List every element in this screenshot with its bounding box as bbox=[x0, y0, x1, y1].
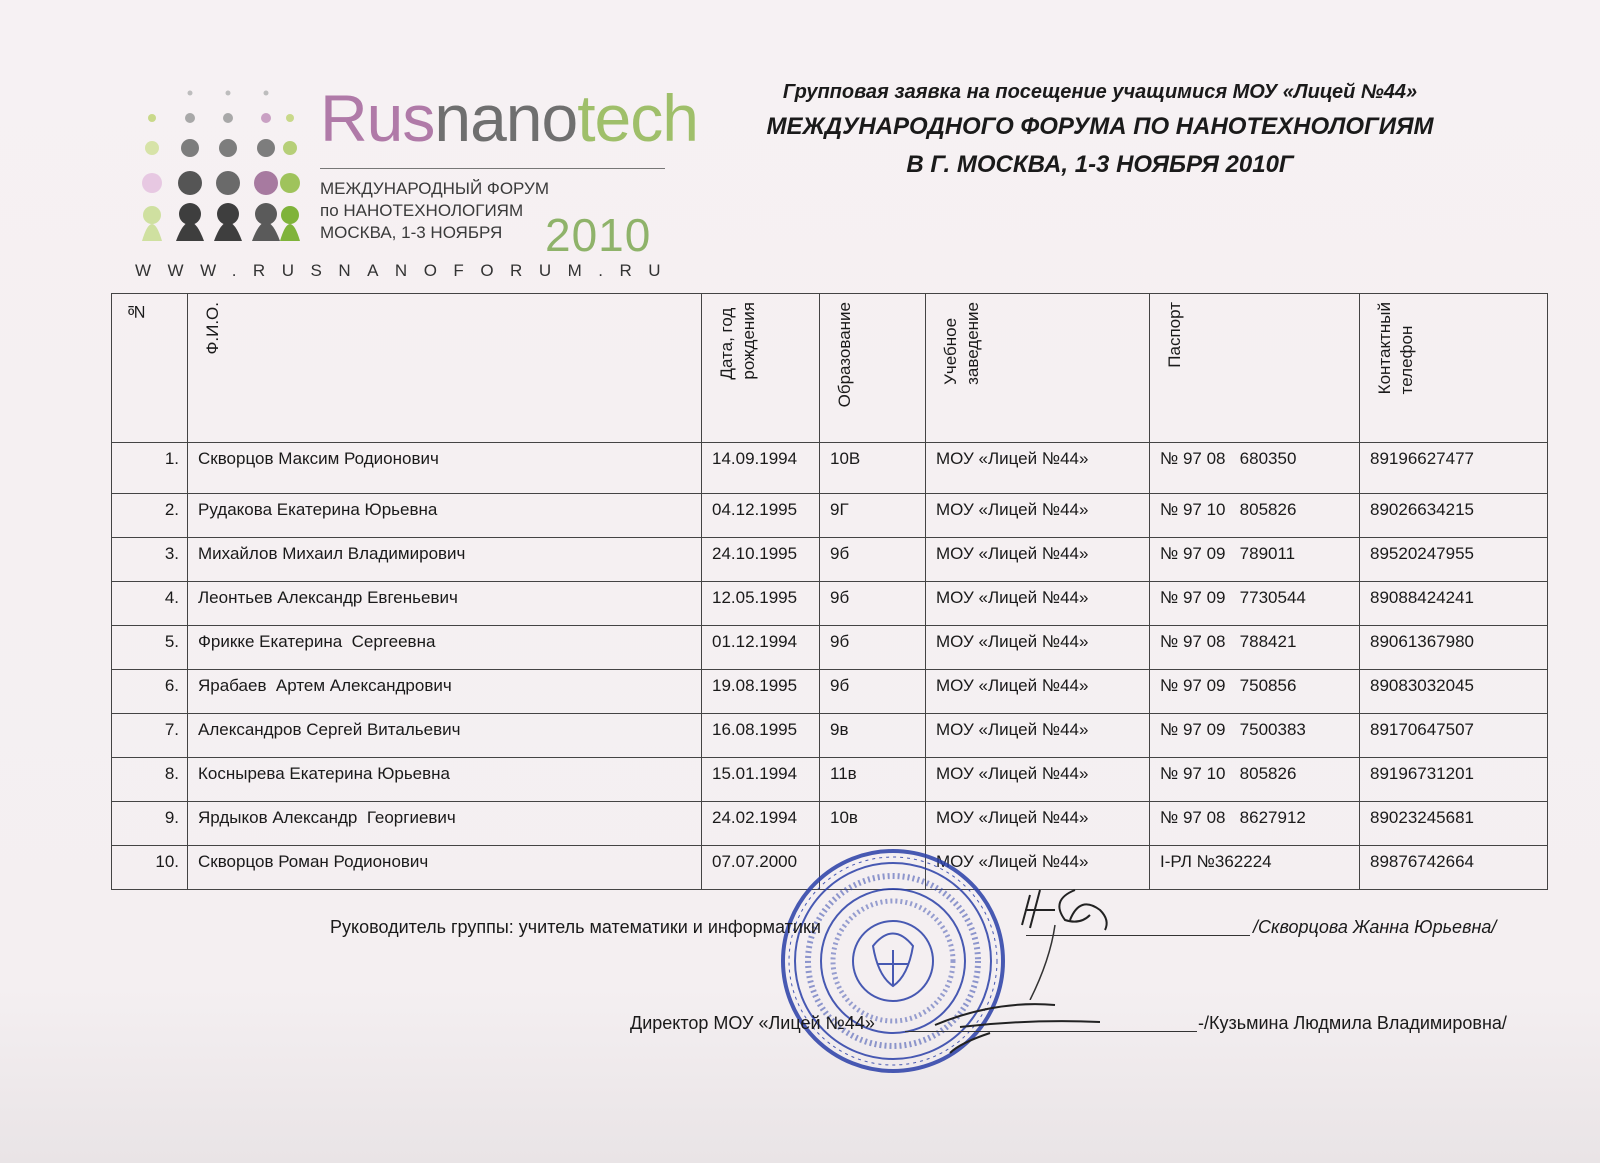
cell-birth: 16.08.1995 bbox=[702, 714, 820, 758]
cell-phone: 89196731201 bbox=[1360, 758, 1548, 802]
column-header-label: Контактный телефон bbox=[1375, 302, 1416, 395]
logo-year: 2010 bbox=[545, 209, 652, 261]
column-header-phone bbox=[1360, 294, 1548, 443]
cell-education: 9в bbox=[820, 714, 926, 758]
table-row bbox=[112, 494, 1548, 538]
cell-birth: 14.09.1994 bbox=[702, 443, 820, 494]
header-line-3: В Г. МОСКВА, 1-3 НОЯБРЯ 2010Г bbox=[906, 151, 1294, 178]
column-header-label: Паспорт bbox=[1165, 302, 1184, 368]
cell-birth: 24.10.1995 bbox=[702, 538, 820, 582]
table-row bbox=[112, 582, 1548, 626]
rusnanotech-dots-logo-icon bbox=[140, 83, 300, 243]
table-body bbox=[112, 443, 1548, 890]
cell-school: МОУ «Лицей №44» bbox=[926, 758, 1150, 802]
cell-num: 3. bbox=[112, 538, 188, 582]
cell-phone: 89520247955 bbox=[1360, 538, 1548, 582]
cell-phone: 89170647507 bbox=[1360, 714, 1548, 758]
column-header-birth bbox=[702, 294, 820, 443]
cell-phone: 89026634215 bbox=[1360, 494, 1548, 538]
cell-fio: Александров Сергей Витальевич bbox=[188, 714, 702, 758]
header-line-1: Групповая заявка на посещение учащимися МОУ «Лицей №44» bbox=[782, 81, 1418, 103]
cell-passport: № 97 08 788421 bbox=[1150, 626, 1360, 670]
document-header bbox=[700, 76, 1500, 184]
cell-passport: № 97 09 789011 bbox=[1150, 538, 1360, 582]
cell-school: МОУ «Лицей №44» bbox=[926, 670, 1150, 714]
cell-birth: 24.02.1994 bbox=[702, 802, 820, 846]
cell-education: 9б bbox=[820, 670, 926, 714]
table-row bbox=[112, 443, 1548, 494]
table-row bbox=[112, 538, 1548, 582]
rusnanotech-logo bbox=[130, 78, 698, 283]
cell-passport: № 97 09 7500383 bbox=[1150, 714, 1360, 758]
logo-subtitle-line: МЕЖДУНАРОДНЫЙ ФОРУМ bbox=[320, 179, 549, 198]
cell-school: МОУ «Лицей №44» bbox=[926, 802, 1150, 846]
header-line-2: МЕЖДУНАРОДНОГО ФОРУМА ПО НАНОТЕХНОЛОГИЯМ bbox=[766, 113, 1434, 140]
director-name: -/Кузьмина Людмила Владимировна/ bbox=[1198, 1013, 1507, 1033]
cell-num: 9. bbox=[112, 802, 188, 846]
table-header-row bbox=[112, 294, 1548, 443]
cell-birth: 15.01.1994 bbox=[702, 758, 820, 802]
cell-num: 6. bbox=[112, 670, 188, 714]
director-label: Директор МОУ «Лицей №44» bbox=[630, 1013, 875, 1033]
cell-school: МОУ «Лицей №44» bbox=[926, 538, 1150, 582]
brand-part-nano: nano bbox=[434, 81, 578, 155]
cell-education: 9б bbox=[820, 626, 926, 670]
cell-fio: Скворцов Максим Родионович bbox=[188, 443, 702, 494]
cell-phone: 89196627477 bbox=[1360, 443, 1548, 494]
cell-education: 9Г bbox=[820, 494, 926, 538]
cell-phone: 89061367980 bbox=[1360, 626, 1548, 670]
cell-school: МОУ «Лицей №44» bbox=[926, 582, 1150, 626]
cell-education: 9б bbox=[820, 582, 926, 626]
brand-wordmark bbox=[320, 80, 698, 156]
column-header-label: Ф.И.О. bbox=[203, 302, 222, 355]
column-header-passport bbox=[1150, 294, 1360, 443]
cell-passport: I-РЛ №362224 bbox=[1150, 846, 1360, 890]
brand-part-rus: Rus bbox=[320, 81, 435, 155]
brand-part-tech: tech bbox=[577, 81, 698, 155]
cell-fio: Скворцов Роман Родионович bbox=[188, 846, 702, 890]
column-header-label: Дата, год рождения bbox=[717, 302, 758, 380]
cell-school: МОУ «Лицей №44» bbox=[926, 443, 1150, 494]
logo-subtitle bbox=[320, 178, 549, 244]
cell-phone: 89088424241 bbox=[1360, 582, 1548, 626]
cell-birth: 01.12.1994 bbox=[702, 626, 820, 670]
director-signature-icon bbox=[930, 985, 1100, 1055]
cell-school: МОУ «Лицей №44» bbox=[926, 494, 1150, 538]
cell-num: 4. bbox=[112, 582, 188, 626]
cell-school: МОУ «Лицей №44» bbox=[926, 626, 1150, 670]
logo-subtitle-line: МОСКВА, 1-3 НОЯБРЯ bbox=[320, 223, 503, 242]
table-row bbox=[112, 670, 1548, 714]
cell-education: 10В bbox=[820, 443, 926, 494]
cell-fio: Фрикке Екатерина Сергеевна bbox=[188, 626, 702, 670]
cell-num: 8. bbox=[112, 758, 188, 802]
table-row bbox=[112, 626, 1548, 670]
column-header-num bbox=[112, 294, 188, 443]
participants-table bbox=[111, 293, 1548, 890]
cell-passport: № 97 08 8627912 bbox=[1150, 802, 1360, 846]
cell-fio: Коснырева Екатерина Юрьевна bbox=[188, 758, 702, 802]
logo-subtitle-line: по НАНОТЕХНОЛОГИЯМ bbox=[320, 201, 524, 220]
cell-passport: № 97 08 680350 bbox=[1150, 443, 1360, 494]
cell-passport: № 97 10 805826 bbox=[1150, 758, 1360, 802]
cell-num: 7. bbox=[112, 714, 188, 758]
cell-fio: Рудакова Екатерина Юрьевна bbox=[188, 494, 702, 538]
table-row bbox=[112, 714, 1548, 758]
cell-phone: 89876742664 bbox=[1360, 846, 1548, 890]
cell-education: 9б bbox=[820, 538, 926, 582]
cell-num: 1. bbox=[112, 443, 188, 494]
cell-phone: 89023245681 bbox=[1360, 802, 1548, 846]
leader-signature-icon bbox=[1015, 880, 1135, 1000]
cell-passport: № 97 09 750856 bbox=[1150, 670, 1360, 714]
column-header-label: Учебное заведение bbox=[941, 302, 982, 385]
cell-school: МОУ «Лицей №44» bbox=[926, 714, 1150, 758]
column-header-label: Образование bbox=[835, 302, 854, 408]
cell-birth: 04.12.1995 bbox=[702, 494, 820, 538]
cell-education: 11в bbox=[820, 758, 926, 802]
group-leader-label: Руководитель группы: учитель математики и информатики bbox=[330, 917, 821, 937]
table-row bbox=[112, 802, 1548, 846]
cell-passport: № 97 10 805826 bbox=[1150, 494, 1360, 538]
cell-birth: 12.05.1995 bbox=[702, 582, 820, 626]
cell-fio: Ярабаев Артем Александрович bbox=[188, 670, 702, 714]
cell-num: 2. bbox=[112, 494, 188, 538]
leader-signature-line bbox=[1026, 935, 1250, 936]
cell-birth: 07.07.2000 bbox=[702, 846, 820, 890]
cell-school: МОУ «Лицей №44» bbox=[926, 846, 1150, 890]
group-leader-name: /Скворцова Жанна Юрьевна/ bbox=[1253, 917, 1497, 937]
column-header-education bbox=[820, 294, 926, 443]
cell-passport: № 97 09 7730544 bbox=[1150, 582, 1360, 626]
cell-num: 5. bbox=[112, 626, 188, 670]
cell-education: 10в bbox=[820, 802, 926, 846]
cell-fio: Михайлов Михаил Владимирович bbox=[188, 538, 702, 582]
director-signature-line bbox=[905, 1031, 1197, 1032]
cell-fio: Леонтьев Александр Евгеньевич bbox=[188, 582, 702, 626]
column-header-school bbox=[926, 294, 1150, 443]
cell-birth: 19.08.1995 bbox=[702, 670, 820, 714]
logo-divider bbox=[320, 168, 665, 169]
column-header-fio bbox=[188, 294, 702, 443]
table-row bbox=[112, 758, 1548, 802]
logo-website: WWW.RUSNANOFORUM.RU bbox=[135, 261, 678, 280]
column-header-label: № bbox=[127, 302, 146, 321]
cell-fio: Ярдыков Александр Георгиевич bbox=[188, 802, 702, 846]
cell-phone: 89083032045 bbox=[1360, 670, 1548, 714]
cell-num: 10. bbox=[112, 846, 188, 890]
